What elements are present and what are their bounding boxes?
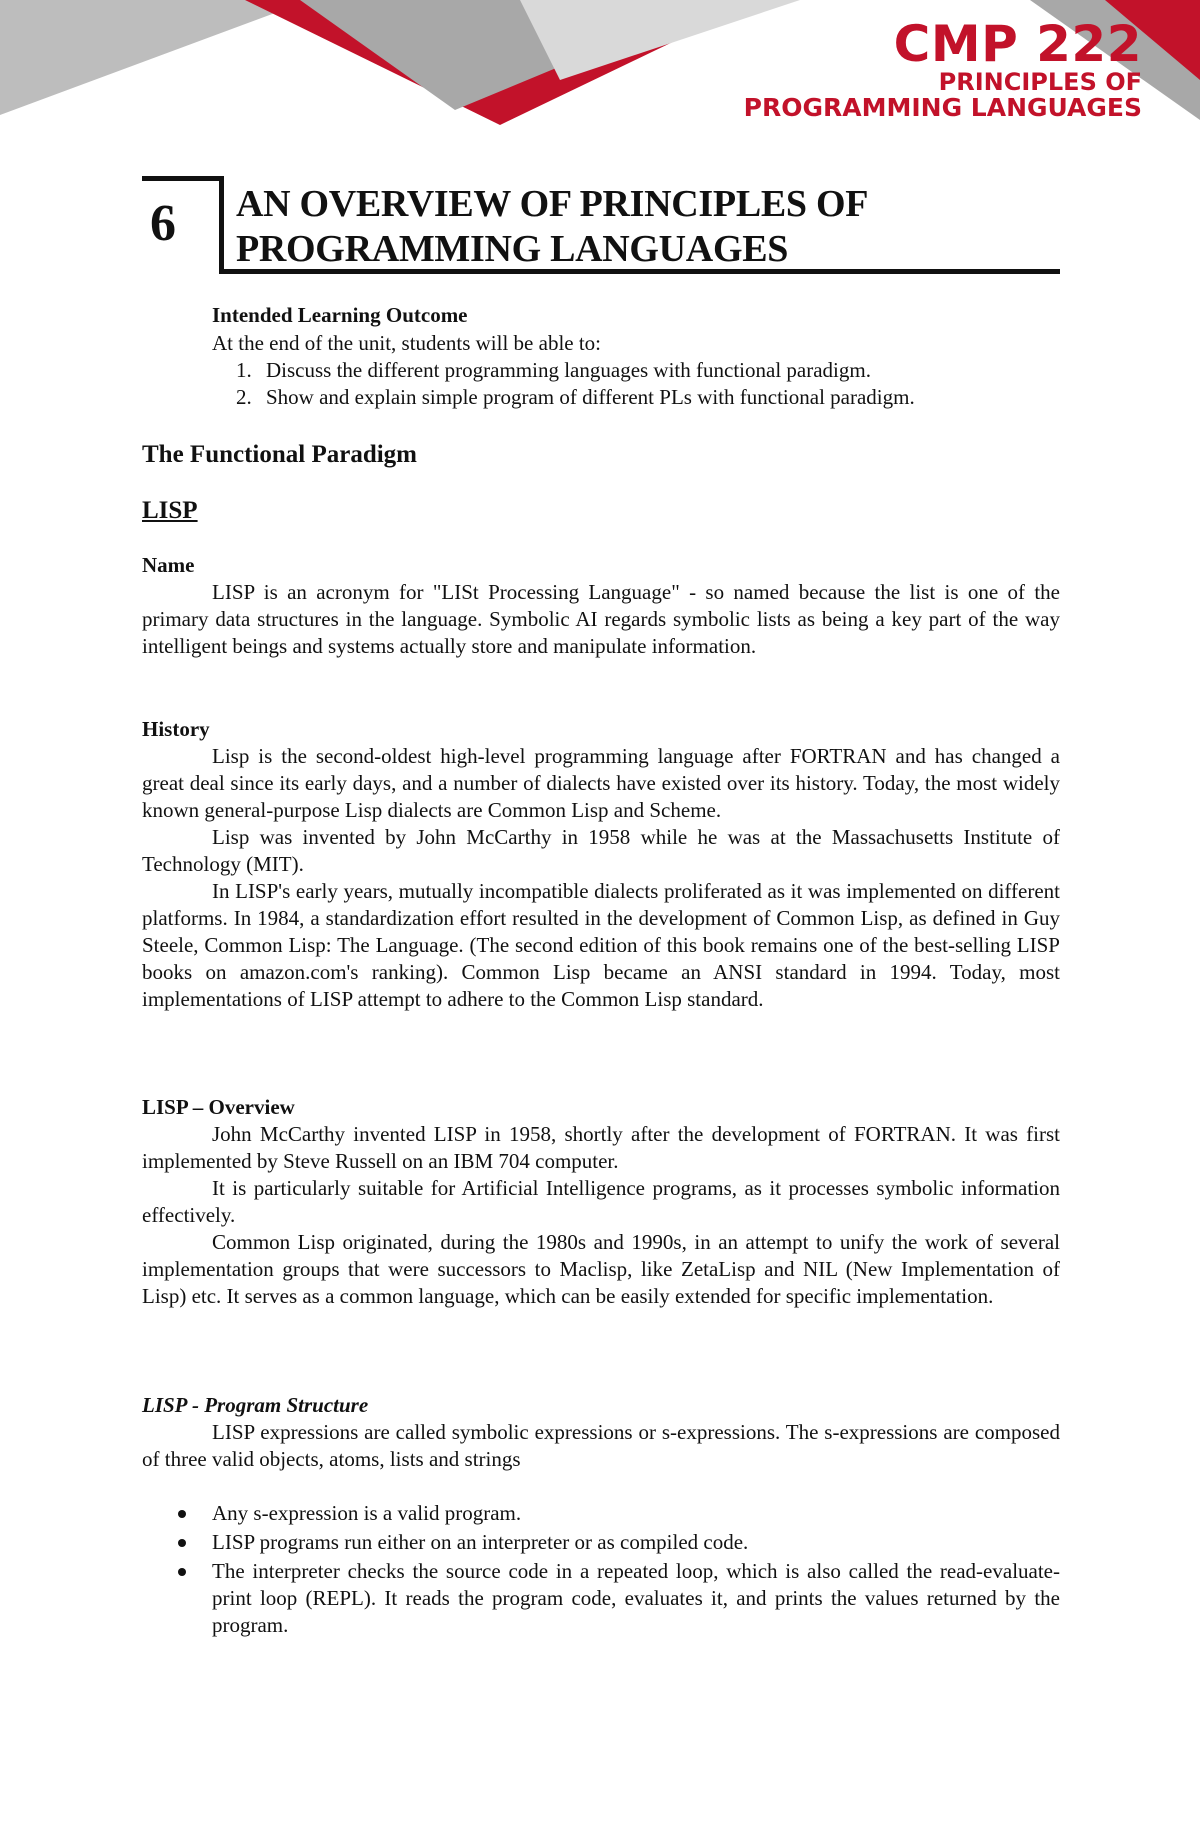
bullet-text: The interpreter checks the source code in a repeated loop, which is also called the read-evaluate-print loop (REPL). It reads the program code, evaluates it, and prints the values returned by the program. <box>212 1559 1060 1637</box>
ilo-heading: Intended Learning Outcome <box>212 303 468 327</box>
chapter-heading <box>142 176 1060 276</box>
lisp-title: LISP <box>142 497 198 524</box>
course-brand <box>743 15 1142 122</box>
structure-bullets <box>170 1500 1060 1641</box>
chapter-frame-divider <box>219 176 224 274</box>
structure-section <box>142 1392 1060 1473</box>
chapter-frame-top <box>142 176 222 181</box>
bullet-text: LISP programs run either on an interpreter or as compiled code. <box>212 1530 749 1554</box>
name-paragraph: LISP is an acronym for "LISt Processing Language" - so named because the list is one of the primary data structures in the language. Symbolic AI regards symbolic lists as being a key part of the way intelligent beings and systems actually store and manipulate information. <box>142 580 1060 658</box>
ilo-item <box>236 357 915 384</box>
structure-heading: LISP - Program Structure <box>142 1393 369 1417</box>
structure-paragraph: LISP expressions are called symbolic expressions or s-expressions. The s-expressions are composed of three valid objects, atoms, lists and strings <box>142 1420 1060 1471</box>
name-section <box>142 552 1060 660</box>
course-code: CMP 222 <box>893 15 1142 73</box>
bullet-dot-icon <box>178 1539 186 1547</box>
overview-section <box>142 1094 1060 1310</box>
chapter-number: 6 <box>150 195 176 252</box>
overview-paragraph-1: John McCarthy invented LISP in 1958, shortly after the development of FORTRAN. It was first implemented by Steve Russell on an IBM 704 computer. <box>142 1122 1060 1173</box>
ilo-item-number: 2. <box>236 385 252 409</box>
ilo-item-text: Show and explain simple program of different PLs with functional paradigm. <box>266 385 915 409</box>
chapter-title-line1: AN OVERVIEW OF PRINCIPLES OF <box>236 183 869 225</box>
history-paragraph-3: In LISP's early years, mutually incompatible dialects proliferated as it was implemented on different platforms. In 1984, a standardization effort resulted in the development of Common Lisp, as defined in Guy Steele, Common Lisp: The Language. (The second edition of this book remains one of the best-selling LISP books on amazon.com's ranking). Common Lisp became an ANSI standard in 1994. Today, most implementations of LISP attempt to adhere to the Common Lisp standard. <box>142 879 1060 1011</box>
section-title: The Functional Paradigm <box>142 441 418 468</box>
ilo-item <box>236 384 915 411</box>
overview-paragraph-3: Common Lisp originated, during the 1980s and 1990s, in an attempt to unify the work of several implementation groups that were successors to Maclisp, like ZetaLisp and NIL (New Implementation of Lisp) etc. It serves as a common language, which can be easily extended for specific implementation. <box>142 1230 1060 1308</box>
history-paragraph-2: Lisp was invented by John McCarthy in 1958 while he was at the Massachusetts Institute of Technology (MIT). <box>142 825 1060 876</box>
history-paragraph-1: Lisp is the second-oldest high-level programming language after FORTRAN and has changed a great deal since its early days, and a number of dialects have existed over its history. Today, the most widely known general-purpose Lisp dialects are Common Lisp and Scheme. <box>142 744 1060 822</box>
chapter-title <box>236 182 868 272</box>
ilo-item-number: 1. <box>236 358 252 382</box>
bullet-dot-icon <box>178 1510 186 1518</box>
ilo-list <box>236 357 915 411</box>
bullet-item <box>170 1500 1060 1527</box>
bullet-item <box>170 1558 1060 1639</box>
bullet-dot-icon <box>178 1568 186 1576</box>
name-heading: Name <box>142 553 195 577</box>
history-heading: History <box>142 717 210 741</box>
bullet-text: Any s-expression is a valid program. <box>212 1501 522 1525</box>
chapter-title-line2: PROGRAMMING LANGUAGES <box>236 228 789 270</box>
bullet-item <box>170 1529 1060 1556</box>
course-title-line1: PRINCIPLES OF <box>938 68 1142 96</box>
overview-paragraph-2: It is particularly suitable for Artificial Intelligence programs, as it processes symbolic information effectively. <box>142 1176 1060 1227</box>
overview-heading: LISP – Overview <box>142 1095 295 1119</box>
ilo-item-text: Discuss the different programming languages with functional paradigm. <box>266 358 871 382</box>
ilo-intro: At the end of the unit, students will be able to: <box>212 331 602 355</box>
history-section <box>142 716 1060 1013</box>
course-title-line2: PROGRAMMING LANGUAGES <box>743 93 1142 122</box>
banner-gray-shape-left <box>0 0 310 115</box>
